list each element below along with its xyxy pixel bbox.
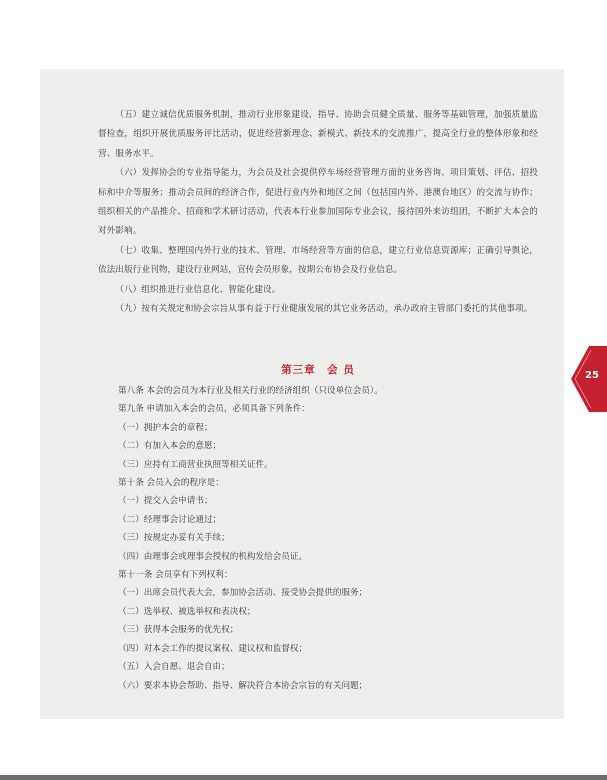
paragraph-6: （六）发挥协会的专业指导能力，为会员及社会提供停车场经营管理方面的业务咨询、项目策划、评估、招投标和中介等服务；推动会员间的经济合作，促进行业内外和地区之间（包括国内外、港澳台地区）的交流与协作；组织相关的产品推介、招商和学术研讨活动，代表本行业参加国际专业会议，接待国外来访组团，不断扩大本会的对外影响。: [98, 168, 538, 237]
article-8: 第八条 本会的会员为本行业及相关行业的经济组织（只设单位会员）。: [118, 386, 383, 396]
article-10-item-4: （四）由理事会或理事会授权的机构发给会员证。: [118, 551, 308, 562]
paragraph-8: （八）组织推进行业信息化、智能化建设。: [115, 284, 281, 295]
page-number: 25: [585, 370, 599, 381]
article-9-item-1: （一）拥护本会的章程；: [118, 422, 213, 433]
article-11-item-3: （三）获得本会服务的优先权；: [118, 625, 239, 636]
paragraph-7: （七）收集、整理国内外行业的技术、管理、市场经营等方面的信息，建立行业信息资源库；正确引导舆论，依法出版行业刊物，建设行业网站，宣传会员形象，按期公布协会及行业信息。: [98, 245, 538, 276]
article-9-item-2: （二）有加入本会的意愿；: [118, 441, 222, 452]
article-10-item-3: （三）按规定办妥有关手续；: [118, 533, 230, 544]
article-10-item-2: （二）经理事会讨论通过；: [118, 514, 222, 525]
paragraph-9: （九）按有关规定和协会宗旨从事有益于行业健康发展的其它业务活动，承办政府主管部门委托的其他事项。: [115, 304, 533, 315]
article-11-item-5: （五）入会自愿、退会自由；: [118, 662, 230, 673]
article-9-item-3: （三）应持有工商营业执照等相关证件。: [118, 459, 273, 470]
article-11-item-4: （四）对本会工作的提议案权、建议权和监督权；: [118, 643, 308, 654]
article-11-item-6: （六）要求本协会帮助、指导、解决符合本协会宗旨的有关问题；: [118, 680, 368, 691]
chapter-title: 第三章 会 员: [281, 364, 355, 376]
paragraph-5: （五）建立诚信优质服务机制，推动行业形象建设，指导、协助会员健全质量、服务等基础管理，加强质量监督检查，组织开展优质服务评比活动，促进经营新理念、新模式、新技术的交流推广，提高全行业的整体形象和经营、服务水平。: [98, 110, 538, 159]
article-11-item-1: （一）出席会员代表大会，参加协会活动、接受协会提供的服务；: [118, 588, 368, 599]
article-11: 第十一条 会员享有下列权利：: [118, 570, 233, 581]
body-text: [98, 106, 538, 319]
bottom-divider: [0, 775, 607, 780]
article-list: [118, 382, 538, 695]
article-11-item-2: （二）选举权、被选举权和表决权；: [118, 606, 256, 617]
article-10-item-1: （一）提交入会申请书；: [118, 496, 213, 507]
article-9: 第九条 申请加入本会的会员，必须具备下列条件：: [118, 404, 310, 415]
article-10: 第十条 会员入会的程序是：: [118, 478, 224, 489]
